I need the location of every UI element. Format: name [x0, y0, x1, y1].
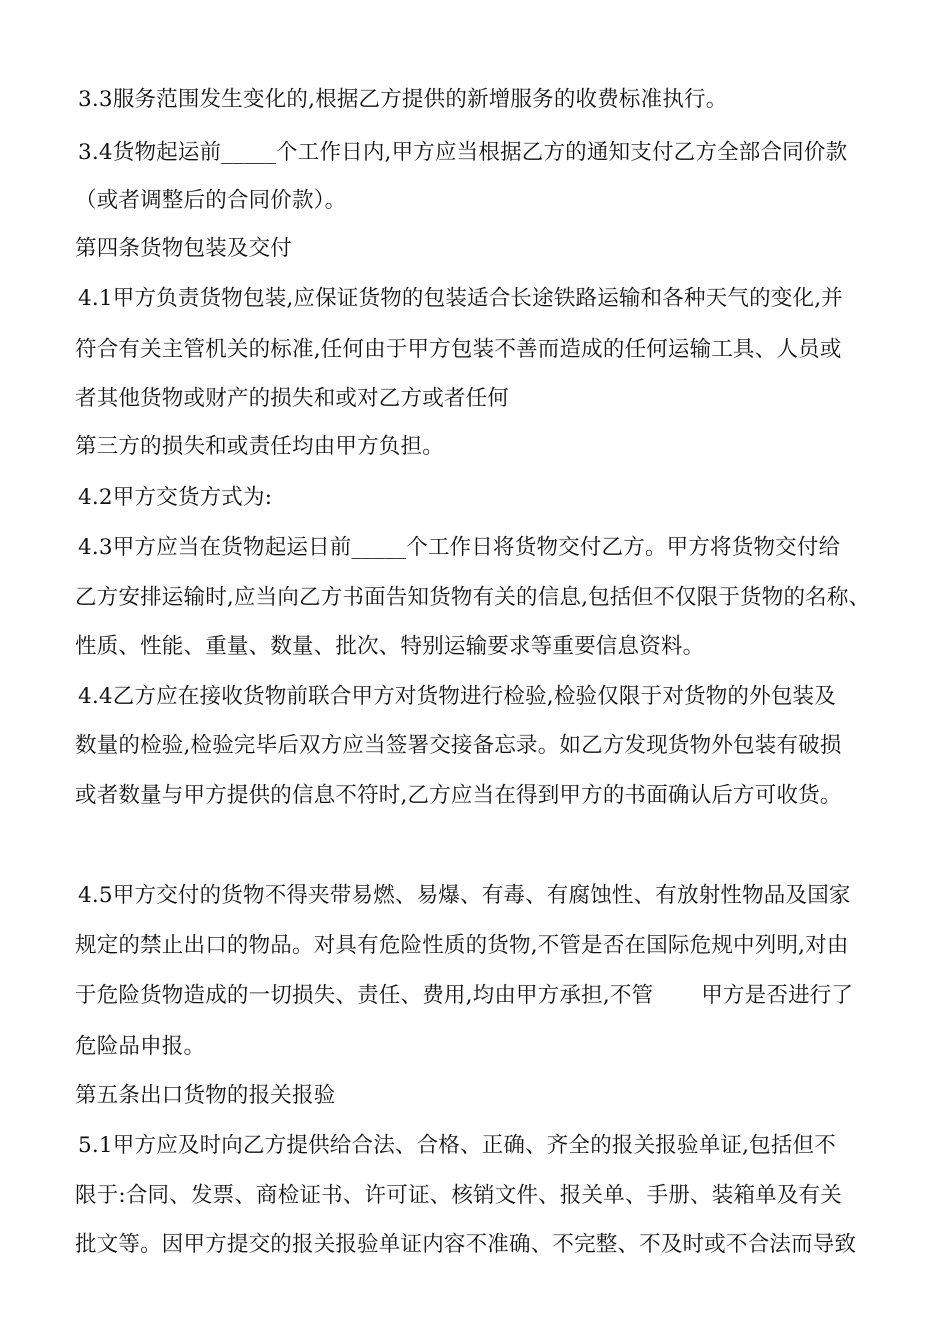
clause-4-1-line-3: 者其他货物或财产的损失和或对乙方或者任何: [75, 386, 510, 411]
clause-3-4-line-2: （或者调整后的合同价款）。: [75, 188, 347, 213]
clause-4-5-line-3-part-2: 甲方是否进行了: [701, 983, 854, 1008]
clause-4-3-line-3: 性质、性能、重量、数量、批次、特别运输要求等重要信息资料。: [75, 634, 705, 659]
clause-4-4-line-2: 数量的检验,检验完毕后双方应当签署交接备忘录。如乙方发现货物外包装有破损: [75, 733, 842, 758]
clause-3-4-line-1: 3.4货物起运前_____个工作日内,甲方应当根据乙方的通知支付乙方全部合同价款: [78, 140, 848, 165]
clause-4-5-line-3-part-1: 于危险货物造成的一切损失、责任、费用,均由甲方承担,不管: [75, 983, 654, 1008]
clause-4-4-line-3: 或者数量与甲方提供的信息不符时,乙方应当在得到甲方的书面确认后方可收货。: [75, 783, 842, 808]
clause-4-3-line-1: 4.3甲方应当在货物起运日前_____个工作日将货物交付乙方。甲方将货物交付给: [78, 535, 841, 560]
clause-4-5-line-1: 4.5甲方交付的货物不得夹带易燃、易爆、有毒、有腐蚀性、有放射性物品及国家: [78, 883, 851, 908]
clause-4-3-line-2: 乙方安排运输时,应当向乙方书面告知货物有关的信息,包括但不仅限于货物的名称、: [75, 585, 871, 610]
clause-4-1-line-1: 4.1甲方负责货物包装,应保证货物的包装适合长途铁路运输和各种天气的变化,并: [78, 286, 843, 311]
clause-5-1-line-3: 批文等。因甲方提交的报关报验单证内容不准确、不完整、不及时或不合法而导致: [75, 1232, 857, 1257]
clause-4-2: 4.2甲方交货方式为:: [78, 485, 273, 510]
clause-4-5-line-3: [75, 981, 853, 1011]
clause-5-1-line-1: 5.1甲方应及时向乙方提供给合法、合格、正确、齐全的报关报验单证,包括但不: [78, 1133, 836, 1158]
clause-4-4-line-1: 4.4乙方应在接收货物前联合甲方对货物进行检验,检验仅限于对货物的外包装及: [78, 684, 836, 709]
clause-4-5-line-4: 危险品申报。: [75, 1034, 206, 1059]
article-4-heading: 第四条货物包装及交付: [75, 236, 293, 261]
article-5-heading: 第五条出口货物的报关报验: [75, 1083, 336, 1108]
clause-4-1-line-4: 第三方的损失和或责任均由甲方负担。: [75, 434, 444, 459]
clause-4-5-line-2: 规定的禁止出口的物品。对具有危险性质的货物,不管是否在国际危规中列明,对由: [75, 933, 849, 958]
clause-4-1-line-2: 符合有关主管机关的标准,任何由于甲方包装不善而造成的任何运输工具、人员或: [75, 337, 842, 362]
clause-5-1-line-2: 限于:合同、发票、商检证书、许可证、核销文件、报关单、手册、装箱单及有关: [75, 1183, 842, 1208]
clause-3-3: 3.3服务范围发生变化的,根据乙方提供的新增服务的收费标准执行。: [78, 87, 728, 112]
